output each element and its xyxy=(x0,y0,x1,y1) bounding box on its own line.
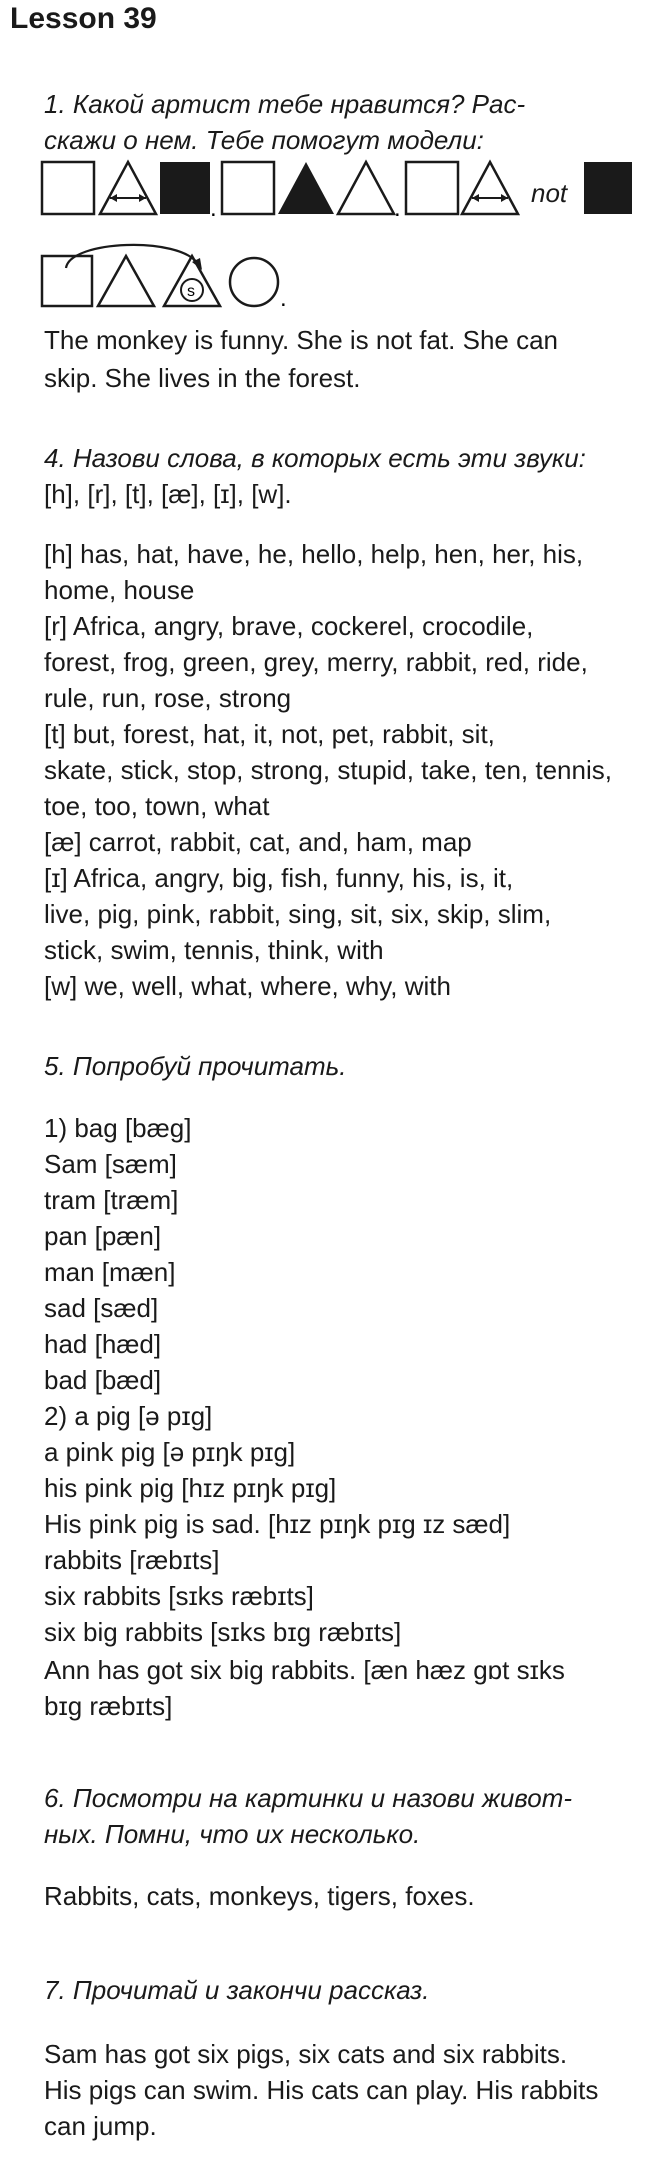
task5-line: six big rabbits [sɪks bɪg ræbɪts] xyxy=(44,1617,402,1647)
task4-answer-line: forest, frog, green, grey, merry, rabbit, red, ride, xyxy=(44,647,588,677)
arrow-triangle-shape xyxy=(462,162,518,214)
task5-line: bɪg ræbɪts] xyxy=(44,1691,173,1721)
task4-answer-line: skate, stick, stop, strong, stupid, take, ten, tennis, xyxy=(44,755,612,785)
empty-circle-shape xyxy=(230,258,278,306)
task4-answer-line: [ɪ] Africa, angry, big, fish, funny, his, is, it, xyxy=(44,863,514,893)
svg-text:.: . xyxy=(394,195,401,222)
task1-answer-line1: The monkey is funny. She is not fat. She can xyxy=(44,325,559,355)
not-label: not xyxy=(531,178,568,208)
arrow-triangle-shape xyxy=(100,162,156,214)
task7-answer-line: His pigs can swim. His cats can play. His rabbits xyxy=(44,2075,599,2105)
task5-line: sad [sæd] xyxy=(44,1293,159,1323)
task5-line: man [mæn] xyxy=(44,1257,176,1287)
lesson-title: Lesson 39 xyxy=(10,2,157,35)
task4-answer-line: toe, too, town, what xyxy=(44,791,270,821)
task1-answer-line2: skip. She lives in the forest. xyxy=(44,363,361,393)
svg-text:.: . xyxy=(280,285,287,312)
task4-answer-line: [r] Africa, angry, brave, cockerel, crocodile, xyxy=(44,611,534,641)
task7-heading: 7. Прочитай и закончи рассказ. xyxy=(44,1975,430,2005)
task5-line: 2) a pig [ə pɪg] xyxy=(44,1401,213,1431)
task5-line: tram [træm] xyxy=(44,1185,179,1215)
task6-line2: ных. Помни, что их несколько. xyxy=(44,1819,421,1849)
task5-line: His pink pig is sad. [hɪz pɪŋk pɪg ɪz sæd] xyxy=(44,1509,511,1539)
task6-line1: 6. Посмотри на картинки и назови живот- xyxy=(44,1783,573,1813)
task7-answer-line: Sam has got six pigs, six cats and six rabbits. xyxy=(44,2039,568,2069)
task4-answer-line: stick, swim, tennis, think, with xyxy=(44,935,384,965)
task5-line: a pink pig [ə pɪŋk pɪg] xyxy=(44,1437,296,1467)
filled-square-shape xyxy=(584,162,632,214)
empty-triangle-shape xyxy=(98,256,154,306)
task5-line: six rabbits [sɪks ræbɪts] xyxy=(44,1581,314,1611)
empty-square-shape xyxy=(406,162,458,214)
task5-heading: 5. Попробуй прочитать. xyxy=(44,1051,347,1081)
empty-square-shape xyxy=(42,162,94,214)
task5-line: Sam [sæm] xyxy=(44,1149,177,1179)
svg-text:.: . xyxy=(210,195,217,222)
task4-answer-line: [h] has, hat, have, he, hello, help, hen, her, his, xyxy=(44,539,584,569)
empty-square-shape xyxy=(222,162,274,214)
task1-line1: 1. Какой артист тебе нравится? Рас- xyxy=(44,89,526,119)
task4-answer-line: home, house xyxy=(44,575,195,605)
task4-line2: [h], [r], [t], [æ], [ɪ], [w]. xyxy=(44,479,292,509)
task5-line: pan [pæn] xyxy=(44,1221,162,1251)
task1-line2: скажи о нем. Тебе помогут модели: xyxy=(44,125,484,155)
task4-answer-line: rule, run, rose, strong xyxy=(44,683,292,713)
empty-triangle-shape xyxy=(338,162,394,214)
task4-answer-line: live, pig, pink, rabbit, sing, sit, six, skip, slim, xyxy=(44,899,552,929)
task6-answer: Rabbits, cats, monkeys, tigers, foxes. xyxy=(44,1881,475,1911)
filled-triangle-shape xyxy=(278,162,334,214)
sentence-models-row2 xyxy=(40,240,340,312)
task5-line: had [hæd] xyxy=(44,1329,162,1359)
s-label: s xyxy=(187,283,195,300)
task4-answer-line: [t] but, forest, hat, it, not, pet, rabbit, sit, xyxy=(44,719,495,749)
task5-line: bad [bæd] xyxy=(44,1365,162,1395)
task5-line: Ann has got six big rabbits. [æn hæz gɒt sɪks xyxy=(44,1655,565,1685)
task4-answer-line: [æ] carrot, rabbit, cat, and, ham, map xyxy=(44,827,472,857)
task5-line: rabbits [ræbɪts] xyxy=(44,1545,220,1575)
task7-answer-line: can jump. xyxy=(44,2111,157,2141)
task4-line1: 4. Назови слова, в которых есть эти звуки: xyxy=(44,443,586,473)
task4-answer-line: [w] we, well, what, where, why, with xyxy=(44,971,451,1001)
task5-line: 1) bag [bæg] xyxy=(44,1113,192,1143)
task5-line: his pink pig [hɪz pɪŋk pɪg] xyxy=(44,1473,337,1503)
filled-square-shape xyxy=(160,162,210,214)
